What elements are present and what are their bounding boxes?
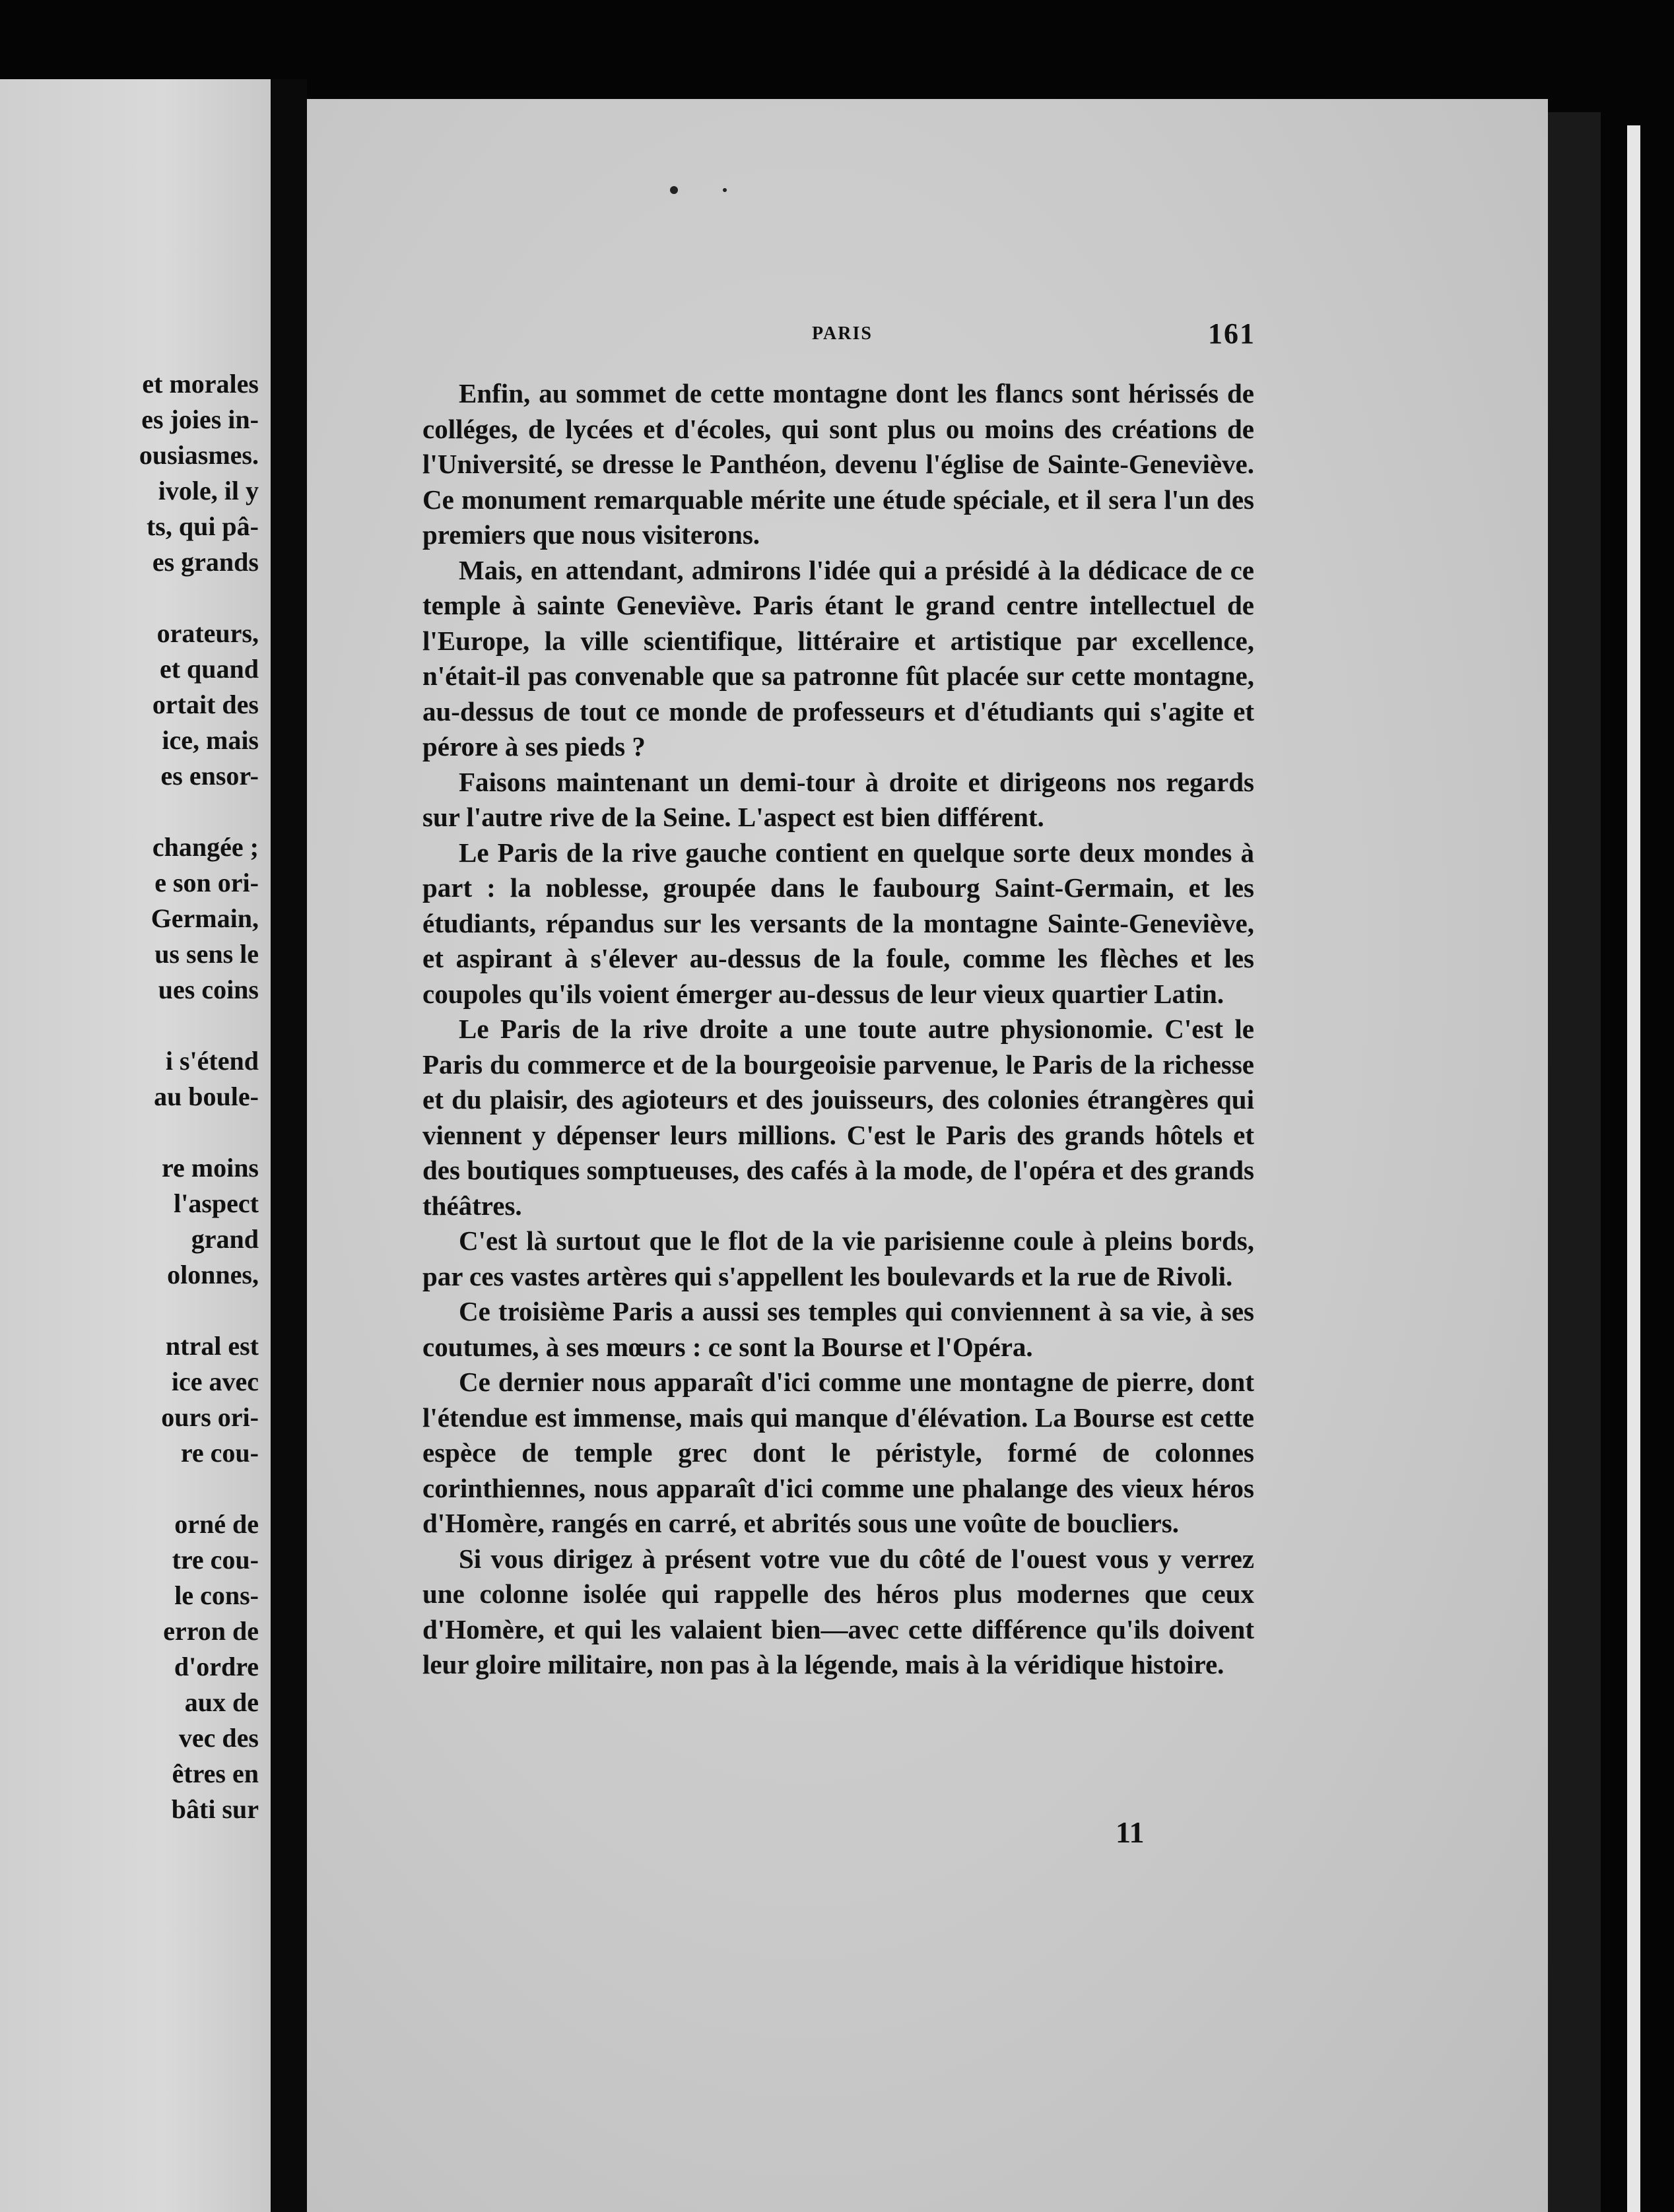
previous-page-line: ivole, il y	[158, 476, 259, 505]
previous-page-line: aux de	[184, 1687, 259, 1717]
previous-page-line: us sens le	[154, 939, 259, 969]
previous-page-line: le cons-	[174, 1580, 259, 1610]
previous-page-line: ortait des	[152, 690, 259, 719]
previous-page-line: Germain,	[151, 903, 259, 933]
paragraph: Le Paris de la rive gauche contient en quelque sorte deux mondes à part : la noblesse, groupée dans le faubourg Saint-Germain, et les étudiants, répandus sur les versants de la montagne Sainte-Geneviève, et aspirant à s'élever au-dessus de la foule, comme les flèches et les coupoles qu'ils voient émerger au-dessus de leur vieux quartier Latin.	[422, 837, 1254, 1009]
ink-speck	[670, 186, 678, 194]
line-gap	[0, 1008, 259, 1043]
signature-mark: 11	[1116, 1815, 1145, 1849]
page-number: 161	[1208, 317, 1256, 350]
previous-page-line: et quand	[159, 654, 259, 684]
paragraph: C'est là surtout que le flot de la vie parisienne coule à pleins bords, par ces vastes artères qui s'appellent les boulevards et la rue de Rivoli.	[422, 1225, 1254, 1291]
previous-page-line: l'aspect	[174, 1188, 259, 1218]
previous-page-line: tre cou-	[172, 1545, 259, 1575]
page-edge-shadow	[1548, 112, 1601, 2212]
previous-page-line: ousiasmes.	[139, 440, 259, 470]
paragraph: Si vous dirigez à présent votre vue du côté de l'ouest vous y verrez une colonne isolée qui rappelle des héros plus modernes que ceux d'Homère, et qui les valaient bien—avec cette différence qu'ils doivent leur gloire militaire, non pas à la légende, mais à la véridique histoire.	[422, 1543, 1254, 1679]
previous-page-line: olonnes,	[167, 1260, 259, 1289]
previous-page-line: ts, qui pâ-	[146, 511, 259, 541]
previous-page-line: au boule-	[154, 1082, 259, 1111]
paragraph: Ce troisième Paris a aussi ses temples qui conviennent à sa vie, à ses coutumes, à ses mœurs : ce sont la Bourse et l'Opéra.	[422, 1296, 1254, 1362]
previous-page-line: changée ;	[152, 832, 259, 862]
previous-page-line: orné de	[174, 1509, 259, 1539]
previous-page-line: ntral est	[165, 1331, 259, 1361]
line-gap	[0, 1115, 259, 1150]
previous-page-line: grand	[191, 1224, 259, 1254]
previous-page-line: i s'étend	[165, 1046, 259, 1076]
previous-page-line: erron de	[163, 1616, 259, 1646]
previous-page-line: ues coins	[158, 975, 259, 1004]
running-title: PARIS	[812, 323, 873, 344]
previous-page-line: et morales	[142, 369, 259, 399]
paragraph: Ce dernier nous apparaît d'ici comme une montagne de pierre, dont l'étendue est immense, mais qui manque d'élévation. La Bourse est cette espèce de temple grec dont le péristyle, formé de colonnes corinthiennes, nous apparaît d'ici comme une phalange des vieux héros d'Homère, rangés en carré, et abrités sous une voûte de boucliers.	[422, 1367, 1254, 1538]
previous-page-line: ice avec	[171, 1367, 259, 1396]
line-gap	[0, 580, 259, 616]
page-edge-stripe	[1627, 125, 1640, 2212]
previous-page-line: re cou-	[180, 1438, 259, 1468]
previous-page-line: es ensor-	[160, 761, 259, 791]
previous-page-line: re moins	[161, 1153, 259, 1183]
previous-page-fragment	[0, 79, 271, 2212]
previous-page-line: d'ordre	[174, 1652, 259, 1681]
previous-page-line: ours ori-	[161, 1402, 259, 1432]
line-gap	[0, 1293, 259, 1328]
line-gap	[0, 1471, 259, 1507]
previous-page-line: es grands	[152, 547, 259, 577]
paragraph: Faisons maintenant un demi-tour à droite et dirigeons nos regards sur l'autre rive de la Seine. L'aspect est bien différent.	[422, 766, 1254, 832]
previous-page-text	[0, 366, 259, 1827]
previous-page-line: es joies in-	[141, 405, 259, 434]
ink-speck	[723, 188, 727, 192]
previous-page-line: ice, mais	[162, 725, 259, 755]
previous-page-line: e son ori-	[154, 868, 259, 897]
previous-page-line: vec des	[178, 1723, 259, 1753]
book-gutter	[271, 79, 307, 2212]
previous-page-line: bâti sur	[171, 1794, 259, 1824]
paragraph: Mais, en attendant, admirons l'idée qui a présidé à la dédicace de ce temple à sainte Geneviève. Paris étant le grand centre intellectuel de l'Europe, la ville scientifique, littéraire et artistique par excellence, n'était-il pas convenable que sa patronne fût placée sur cette montagne, au-dessus de tout ce monde de professeurs et d'étudiants qui s'agite et pérore à ses pieds ?	[422, 554, 1254, 762]
paragraph: Le Paris de la rive droite a une toute autre physionomie. C'est le Paris du commerce et de la bourgeoisie parvenue, le Paris de la richesse et du plaisir, des agioteurs et des jouisseurs, des colonies étrangères qui viennent y dépenser leurs millions. C'est le Paris des grands hôtels et des boutiques somptueuses, des cafés à la mode, de l'opéra et des grands théâtres.	[422, 1014, 1254, 1221]
page-body-text	[422, 376, 1254, 1683]
previous-page-line: êtres en	[172, 1759, 259, 1788]
previous-page-line: orateurs,	[156, 618, 259, 648]
line-gap	[0, 794, 259, 830]
paragraph: Enfin, au sommet de cette montagne dont les flancs sont hérissés de colléges, de lycées et d'écoles, qui sont plus ou moins des créations de l'Université, se dresse le Panthéon, devenu l'église de Sainte-Geneviève. Ce monument remarquable mérite une étude spéciale, et il sera l'un des premiers que nous visiterons.	[422, 378, 1254, 550]
